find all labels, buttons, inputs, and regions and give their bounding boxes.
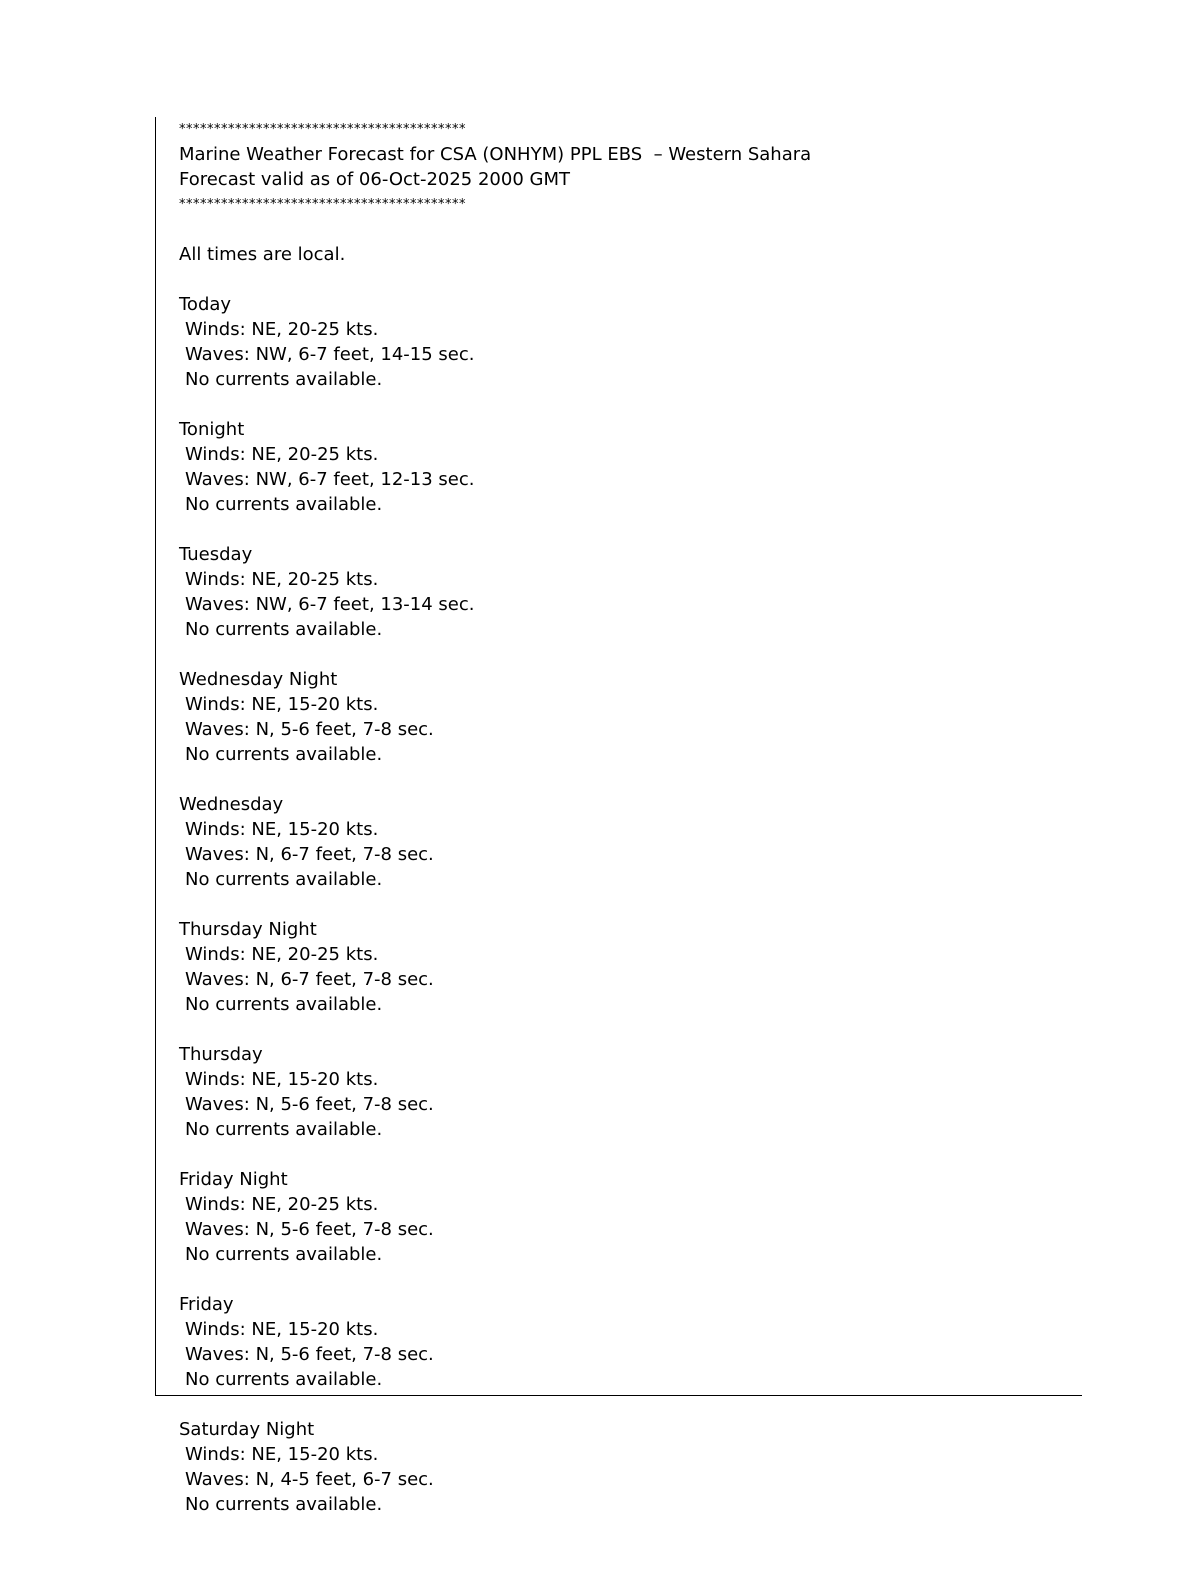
period-waves: Waves: N, 6-7 feet, 7-8 sec. xyxy=(185,969,434,990)
period-waves: Waves: NW, 6-7 feet, 14-15 sec. xyxy=(185,344,475,365)
forecast-valid-time: Forecast valid as of 06-Oct-2025 2000 GMT xyxy=(179,169,570,190)
period-name: Friday xyxy=(179,1294,234,1315)
period-waves: Waves: NW, 6-7 feet, 13-14 sec. xyxy=(185,594,475,615)
period-waves: Waves: N, 5-6 feet, 7-8 sec. xyxy=(185,719,434,740)
period-currents: No currents available. xyxy=(185,1494,383,1515)
period-name: Saturday Night xyxy=(179,1419,315,1440)
forecast-periods xyxy=(179,292,1079,1517)
spacer xyxy=(179,267,1079,292)
period-currents: No currents available. xyxy=(185,994,383,1015)
spacer xyxy=(179,892,1079,917)
spacer xyxy=(179,217,1079,242)
spacer xyxy=(179,1017,1079,1042)
period-waves: Waves: N, 5-6 feet, 7-8 sec. xyxy=(185,1344,434,1365)
forecast-period xyxy=(179,917,1079,1017)
header-stars-bottom: ***************************************** xyxy=(179,197,466,212)
header-stars-top: ***************************************** xyxy=(179,122,466,137)
spacer xyxy=(179,392,1079,417)
period-waves: Waves: N, 4-5 feet, 6-7 sec. xyxy=(185,1469,434,1490)
period-currents: No currents available. xyxy=(185,494,383,515)
forecast-period xyxy=(179,792,1079,892)
forecast-title: Marine Weather Forecast for CSA (ONHYM) PPL EBS – Western Sahara xyxy=(179,144,812,165)
period-name: Today xyxy=(179,294,232,315)
spacer xyxy=(179,642,1079,667)
period-currents: No currents available. xyxy=(185,619,383,640)
period-waves: Waves: N, 5-6 feet, 7-8 sec. xyxy=(185,1219,434,1240)
period-winds: Winds: NE, 15-20 kts. xyxy=(185,694,379,715)
forecast-period xyxy=(179,417,1079,517)
period-currents: No currents available. xyxy=(185,369,383,390)
spacer xyxy=(179,1142,1079,1167)
period-waves: Waves: N, 6-7 feet, 7-8 sec. xyxy=(185,844,434,865)
period-winds: Winds: NE, 20-25 kts. xyxy=(185,1194,379,1215)
left-border-line xyxy=(155,117,156,1396)
period-winds: Winds: NE, 20-25 kts. xyxy=(185,319,379,340)
period-currents: No currents available. xyxy=(185,1369,383,1390)
period-currents: No currents available. xyxy=(185,1119,383,1140)
times-note: All times are local. xyxy=(179,244,346,265)
spacer xyxy=(179,1392,1079,1417)
forecast-period xyxy=(179,1292,1079,1392)
period-name: Tonight xyxy=(179,419,245,440)
period-name: Wednesday Night xyxy=(179,669,338,690)
forecast-period xyxy=(179,1417,1079,1517)
spacer xyxy=(179,517,1079,542)
period-winds: Winds: NE, 15-20 kts. xyxy=(185,819,379,840)
period-winds: Winds: NE, 15-20 kts. xyxy=(185,1319,379,1340)
forecast-text xyxy=(179,117,1079,1517)
period-winds: Winds: NE, 15-20 kts. xyxy=(185,1069,379,1090)
period-name: Tuesday xyxy=(179,544,253,565)
forecast-period xyxy=(179,1167,1079,1267)
period-winds: Winds: NE, 20-25 kts. xyxy=(185,444,379,465)
period-winds: Winds: NE, 20-25 kts. xyxy=(185,569,379,590)
spacer xyxy=(179,767,1079,792)
forecast-period xyxy=(179,667,1079,767)
forecast-period xyxy=(179,1042,1079,1142)
spacer xyxy=(179,1267,1079,1292)
period-currents: No currents available. xyxy=(185,744,383,765)
period-name: Thursday Night xyxy=(179,919,317,940)
period-winds: Winds: NE, 20-25 kts. xyxy=(185,944,379,965)
period-winds: Winds: NE, 15-20 kts. xyxy=(185,1444,379,1465)
period-name: Friday Night xyxy=(179,1169,288,1190)
forecast-period xyxy=(179,292,1079,392)
period-name: Wednesday xyxy=(179,794,284,815)
period-waves: Waves: N, 5-6 feet, 7-8 sec. xyxy=(185,1094,434,1115)
period-currents: No currents available. xyxy=(185,869,383,890)
period-waves: Waves: NW, 6-7 feet, 12-13 sec. xyxy=(185,469,475,490)
forecast-period xyxy=(179,542,1079,642)
period-currents: No currents available. xyxy=(185,1244,383,1265)
period-name: Thursday xyxy=(179,1044,263,1065)
